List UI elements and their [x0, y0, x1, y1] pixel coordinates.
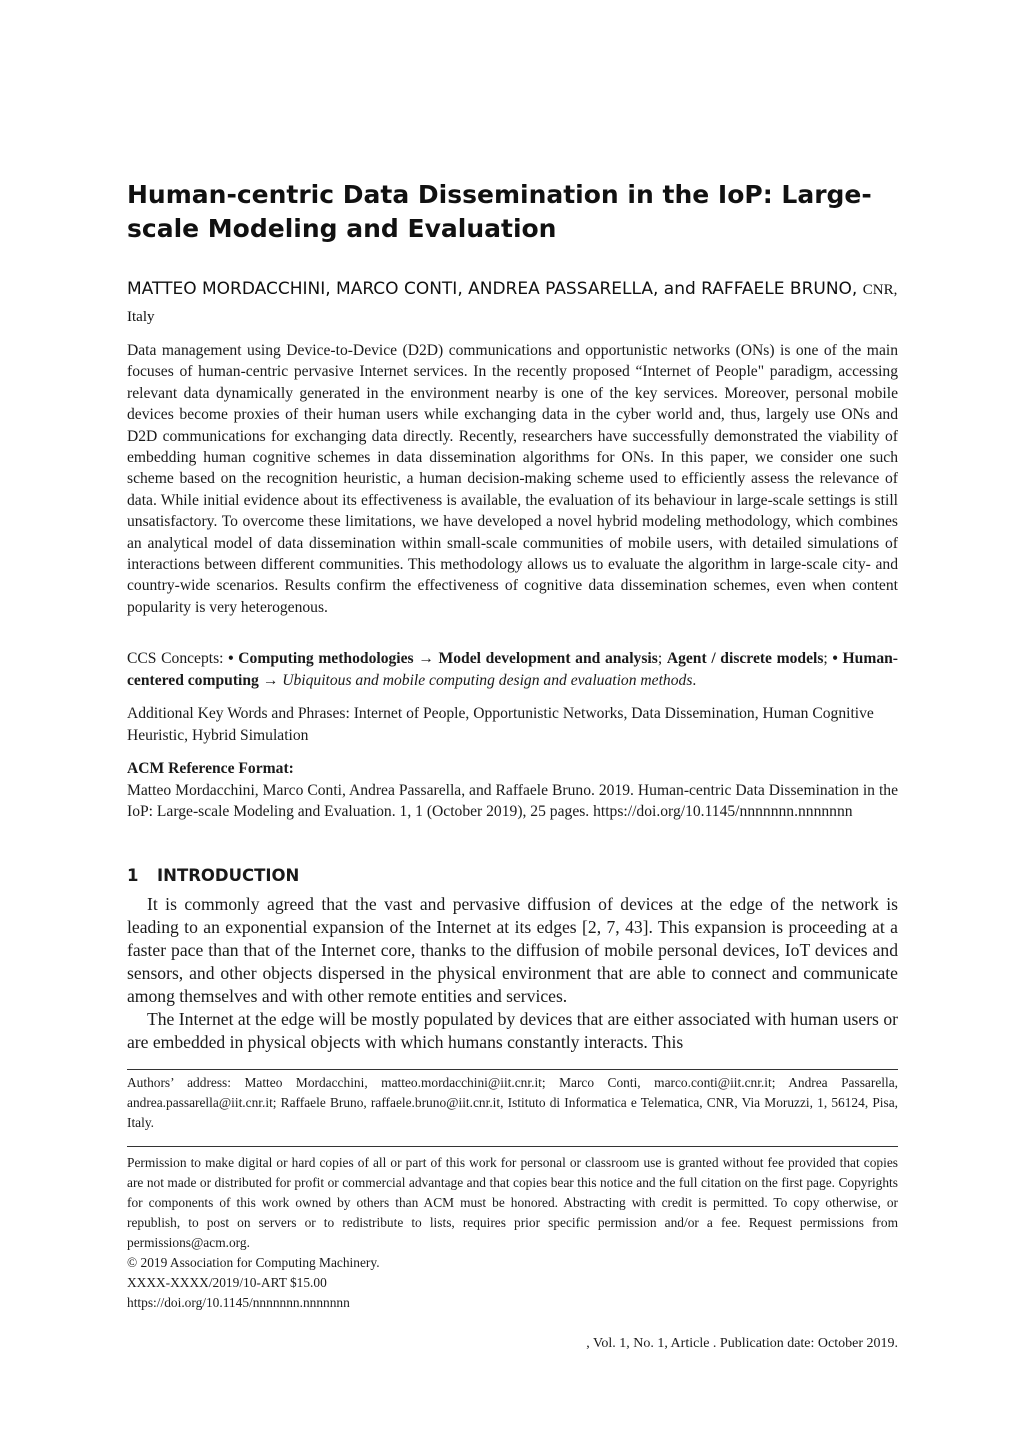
paragraph: The Internet at the edge will be mostly populated by devices that are either associated with human users or are embedded in physical objects with which humans constantly interacts. This	[127, 1009, 898, 1052]
ccs-concept: Ubiquitous and mobile computing design and evaluation methods	[282, 672, 693, 689]
issn-line: XXXX-XXXX/2019/10-ART $15.00	[127, 1275, 327, 1290]
ccs-concept: Human-centered computing	[127, 650, 899, 689]
ccs-separator: ;	[823, 650, 833, 667]
permission-text: Permission to make digital or hard copies of all or part of this work for personal or classroom use is granted without fee provided that copies are not made or distributed for profit or commercial advantage and that copies bear this notice and the full citation on the first page. Copyrights for components of this work owned by others than ACM must be honored. Abstracting with credit is permitted. To copy otherwise, or republish, to post on servers or to redistribute to lists, requires prior specific permission and/or a fee. Request permissions from permissions@acm.org.	[127, 1155, 898, 1250]
ccs-bullet: •	[228, 650, 234, 667]
author-list	[127, 276, 898, 330]
introduction-body	[127, 893, 898, 1054]
ccs-separator: ;	[657, 650, 667, 667]
section-number: 1	[127, 866, 139, 885]
permission-notice	[127, 1153, 898, 1313]
abstract: Data management using Device-to-Device (D2D) communications and opportunistic networks (ONs) is one of the main focuses of human-centric pervasive Internet services. In the recently proposed “Internet of People" paradigm, accessing relevant data dynamically generated in the environment nearby is one of the key services. Moreover, personal mobile devices become proxies of their human users while exchanging data in the cyber world and, thus, largely use ONs and D2D communications for exchanging data directly. Recently, researchers have successfully demonstrated the viability of embedding human cognitive schemes in data dissemination algorithms for ONs. In this paper, we consider one such scheme based on the recognition heuristic, a human decision-making scheme used to efficiently assess the relevance of data. While initial evidence about its effectiveness is available, the evaluation of its behaviour in large-scale settings is still unsatisfactory. To overcome these limitations, we have developed a novel hybrid modeling methodology, which combines an analytical model of data dissemination within small-scale communities of mobile users, with detailed simulations of interactions between different communities. This methodology allows us to evaluate the algorithm in large-scale city- and country-wide scenarios. Results confirm the effectiveness of cognitive data dissemination schemes, even when content popularity is very heterogenous.	[127, 342, 898, 616]
section-heading	[127, 864, 898, 888]
paper-title: Human-centric Data Dissemination in the IoP: Large-scale Modeling and Evaluation	[127, 180, 872, 243]
acm-reference-heading: ACM Reference Format:	[127, 760, 294, 777]
ccs-end: .	[692, 672, 697, 689]
doi-line: https://doi.org/10.1145/nnnnnnn.nnnnnnn	[127, 1295, 350, 1310]
acm-reference-text: Matteo Mordacchini, Marco Conti, Andrea Passarella, and Raffaele Bruno. 2019. Human-centric Data Dissemination in the IoP: Large-scale Modeling and Evaluation. 1, 1 (October 2019), 25 pages. https://doi.org/10.1145/nnnnnnn.nnnnnnn	[127, 782, 898, 820]
copyright-line: © 2019 Association for Computing Machinery.	[127, 1255, 380, 1270]
keywords-label: Additional Key Words and Phrases:	[127, 705, 354, 722]
ccs-concept: Computing methodologies	[238, 650, 414, 667]
paragraph: It is commonly agreed that the vast and pervasive diffusion of devices at the edge of the network is leading to an exponential expansion of the Internet at its edges [2, 7, 43]. This expansion is proceeding at a faster pace than that of the Internet core, thanks to the diffusion of mobile personal devices, IoT devices and sensors, and other objects dispersed in the physical environment that are able to connect and communicate among themselves and with other remote entities and services.	[127, 894, 898, 1006]
author-affiliation: CNR, Italy	[127, 282, 898, 325]
ccs-concepts	[127, 648, 898, 692]
ccs-bullet: •	[832, 650, 838, 667]
author-names: MATTEO MORDACCHINI, MARCO CONTI, ANDREA PASSARELLA, and RAFFAELE BRUNO,	[127, 279, 858, 299]
page-footer: , Vol. 1, No. 1, Article . Publication date: October 2019.	[586, 1336, 898, 1351]
keywords	[127, 703, 898, 747]
section-title: INTRODUCTION	[157, 866, 300, 885]
keywords-text: Internet of People, Opportunistic Networks, Data Dissemination, Human Cognitive Heuristic, Hybrid Simulation	[127, 705, 874, 744]
ccs-concept: Agent / discrete models	[666, 650, 824, 667]
authors-address: Authors’ address: Matteo Mordacchini, matteo.mordacchini@iit.cnr.it; Marco Conti, marco.conti@iit.cnr.it; Andrea Passarella, andrea.passarella@iit.cnr.it; Raffaele Bruno, raffaele.bruno@iit.cnr.it, Istituto di Informatica e Telematica, CNR, Via Moruzzi, 1, 56124, Pisa, Italy.	[127, 1075, 898, 1130]
footnote-rule	[127, 1146, 898, 1147]
ccs-arrow: →	[418, 650, 434, 667]
ccs-concept: Model development and analysis	[438, 650, 658, 667]
footnote-rule	[127, 1069, 898, 1070]
ccs-label: CCS Concepts:	[127, 650, 229, 667]
ccs-arrow: →	[262, 672, 279, 689]
